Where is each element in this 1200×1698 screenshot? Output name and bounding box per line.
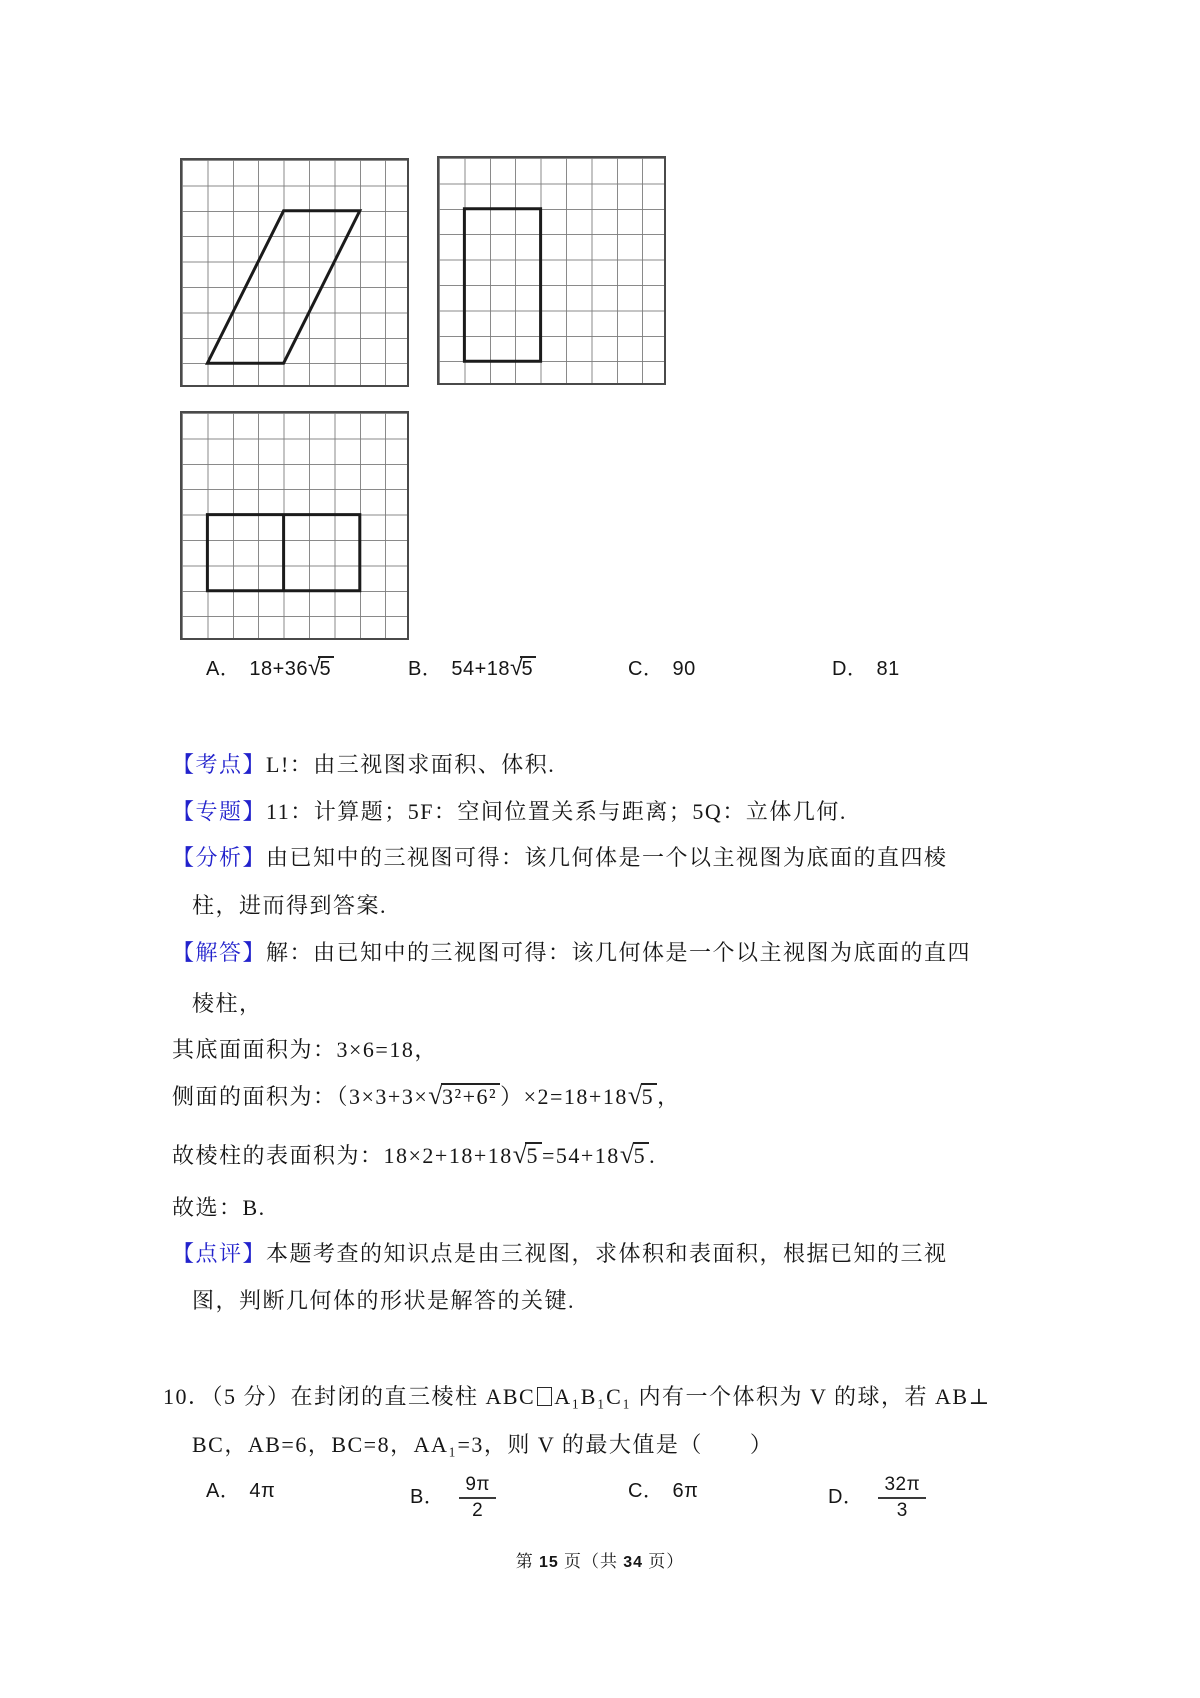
front-view-figure [182,160,411,389]
option-label: B． [410,1486,445,1509]
surface-area-text: 故棱柱的表面积为：18×2+18+18 [172,1143,513,1168]
option-label: D． [832,658,868,680]
fraction-numerator: 32π [878,1474,926,1499]
answer-line-1 [172,938,971,968]
sqrt-expression [513,1140,542,1171]
radical-sign: √ [510,655,524,681]
side-view-rectangle [464,209,540,361]
topic-text: 11：计算题；5F：空间位置关系与距离；5Q：立体几何. [266,799,847,824]
radicand: 3²+6² [441,1083,500,1109]
surface-area-text: . [649,1143,657,1168]
radical-sign: √ [627,1081,644,1110]
analysis-text: 由已知中的三视图可得：该几何体是一个以主视图为底面的直四棱 [266,845,948,870]
topic-line [172,797,847,827]
option-label: C． [628,658,664,680]
option-label: A． [206,658,241,680]
fraction-denominator: 2 [472,1499,484,1521]
analysis-line-1 [172,843,948,873]
radical-sign: √ [619,1140,636,1169]
final-choice-line [172,1193,266,1223]
option-value: 90 [672,658,696,680]
sqrt-expression [428,1081,500,1112]
analysis-line-2 [192,891,387,921]
option-label: A． [206,1480,241,1502]
answer-line-2 [192,989,263,1019]
q10-option-a [206,1474,275,1503]
q10-stem-text: BC，AB=6，BC=8，AA₁=3，则 V 的最大值是（ ） [192,1432,774,1457]
option-label: B． [408,658,443,680]
sqrt-expression [620,1140,649,1171]
q9-option-a [206,652,334,682]
radicand: 5 [520,656,536,680]
exam-point-text: L!：由三视图求面积、体积. [266,752,556,777]
top-view-grid [180,411,409,640]
fraction-denominator: 3 [896,1499,908,1521]
fraction [459,1474,496,1522]
front-view-parallelogram [207,211,359,363]
sqrt-expression [628,1081,657,1112]
radicand: 5 [318,656,334,680]
option-value: 81 [876,658,900,680]
surface-area-text: =54+18 [541,1143,620,1168]
comment-tag: 【点评】 [172,1241,267,1266]
option-value: 4π [249,1480,276,1502]
comment-text: 本题考查的知识点是由三视图，求体积和表面积，根据已知的三视 [266,1241,948,1266]
side-view-figure [439,158,668,387]
footer-text: 第 [515,1552,539,1571]
q9-option-d [832,652,900,681]
top-view-figure [182,413,411,642]
analysis-text: 柱，进而得到答案. [192,893,388,918]
footer-total-pages: 34 [623,1554,644,1571]
side-area-text: ， [657,1084,681,1109]
base-area-text: 其底面面积为：3×6=18， [172,1037,438,1062]
exam-point-line [172,750,555,780]
option-value: 18+36 [249,658,309,680]
comment-line-1 [172,1239,948,1269]
radicand: 5 [525,1142,542,1168]
final-choice-text: 故选：B. [172,1195,266,1220]
side-view-grid [437,156,666,385]
q10-option-b [410,1474,496,1522]
answer-tag: 【解答】 [172,940,267,965]
answer-text: 棱柱， [192,991,263,1016]
footer-page-number: 15 [538,1554,559,1571]
q9-option-b [408,652,536,682]
footer-text: 页（共 [558,1552,624,1571]
exam-point-tag: 【考点】 [172,752,267,777]
option-label: D． [828,1486,864,1509]
q9-option-c [628,652,696,681]
option-value: 54+18 [451,658,511,680]
base-area-line [172,1035,438,1065]
q10-stem-line-2 [192,1430,773,1460]
side-area-text: ）×2=18+18 [500,1084,628,1109]
q10-stem-line-1 [163,1382,991,1412]
radical-sign: √ [308,655,322,681]
topic-tag: 【专题】 [172,799,267,824]
side-area-text: 侧面的面积为：（3×3+3× [172,1084,429,1109]
side-area-line [172,1081,681,1112]
missing-glyph-box [537,1387,552,1406]
radical-sign: √ [428,1081,444,1110]
sqrt-expression [510,655,536,682]
option-label: C． [628,1480,664,1502]
footer-text: 页） [643,1552,685,1571]
front-view-grid [180,158,409,387]
fraction-numerator: 9π [459,1474,496,1499]
comment-line-2 [192,1286,575,1316]
q10-stem-text: A₁B₁C₁ 内有一个体积为 V 的球，若 AB⊥ [554,1384,991,1409]
radicand: 5 [641,1083,658,1109]
sqrt-expression [308,655,334,682]
option-value: 6π [672,1480,699,1502]
answer-text: 解：由已知中的三视图可得：该几何体是一个以主视图为底面的直四 [266,940,972,965]
radicand: 5 [633,1142,650,1168]
surface-area-line [172,1140,656,1171]
q10-stem-text: 10．（5 分）在封闭的直三棱柱 ABC [163,1384,536,1409]
page-footer [0,1547,1200,1572]
q10-option-c [628,1474,698,1503]
radical-sign: √ [512,1140,529,1169]
comment-text: 图，判断几何体的形状是解答的关键. [192,1288,576,1313]
q10-option-d [828,1474,926,1522]
fraction [878,1474,926,1522]
analysis-tag: 【分析】 [172,845,267,870]
